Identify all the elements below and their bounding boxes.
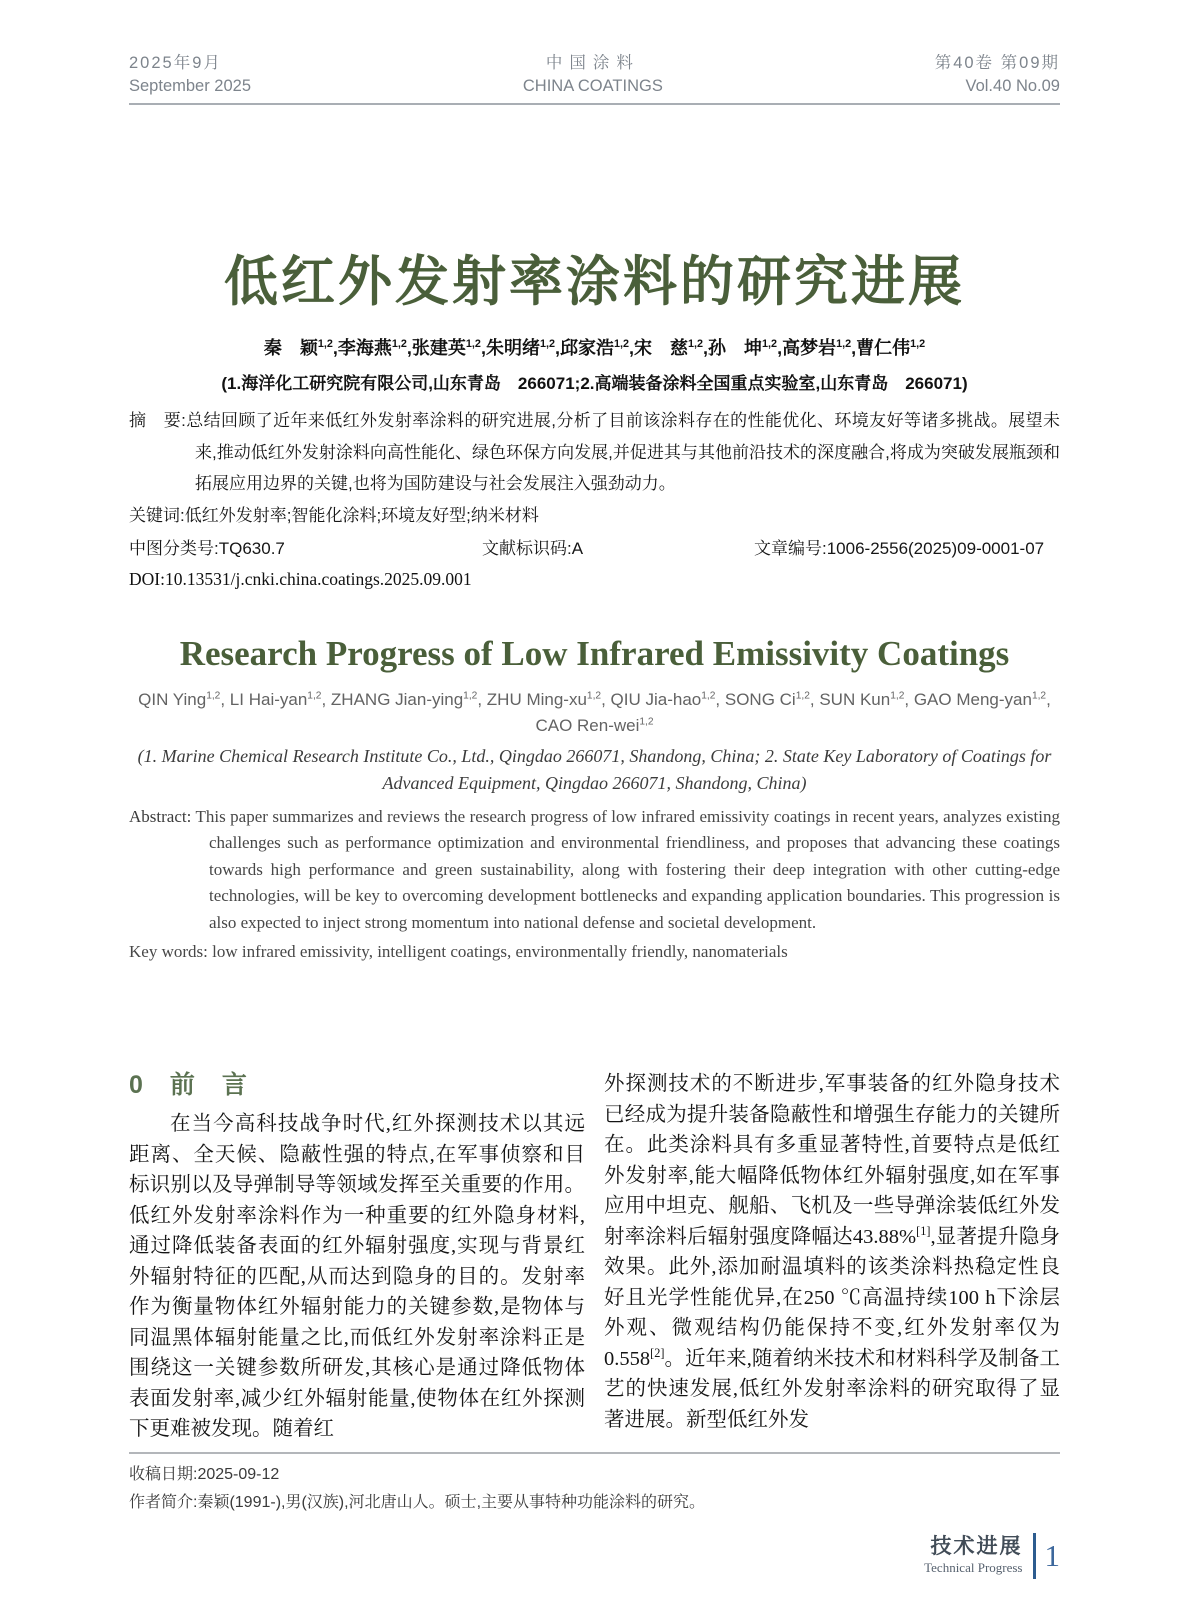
affiliation-zh: (1.海洋化工研究院有限公司,山东青岛 266071;2.高端装备涂料全国重点实验室,山东青岛 266071) <box>221 374 968 394</box>
abstract-label-en: Abstract: <box>129 806 192 826</box>
doi: DOI:10.13531/j.cnki.china.coatings.2025.09.001 <box>129 568 472 589</box>
page-footer <box>129 1533 1060 1579</box>
abstract-text-zh: 总结回顾了近年来低红外发射率涂料的研究进展,分析了目前该涂料存在的性能优化、环境友好等诸多挑战。展望未来,推动低红外发射涂料向高性能化、绿色环保方向发展,并促进其与其他前沿技术的深度融合,将成为突破发展瓶颈和拓展应用边界的关键,也将为国防建设与社会发展注入强劲动力。 <box>185 411 1060 494</box>
footer-column-zh: 技术进展 <box>930 1534 1023 1558</box>
body-paragraph-left: 在当今高科技战争时代,红外探测技术以其远距离、全天候、隐蔽性强的特点,在军事侦察和目标识别以及导弹制导等领域发挥至关重要的作用。低红外发射率涂料作为一种重要的红外隐身材料,通过降低装备表面的红外辐射强度,实现与背景红外辐射特征的匹配,从而达到隐身的目的。发射率作为衡量物体红外辐射能力的关键参数,是物体与同温黑体辐射能量之比,而低红外发射率涂料正是围绕这一关键参数所研发,其核心是通过降低物体表面发射率,减少红外辐射能量,使物体在红外探测下更难被发现。随着红 <box>129 1113 585 1441</box>
keywords-en <box>129 939 1060 965</box>
volume-issue-en: Vol.40 No.09 <box>965 77 1060 95</box>
authors-zh: 秦 颖$^{1,2}$,李海燕$^{1,2}$,张建英$^{1,2}$,朱明绪$^{1,2}$,邱家浩$^{1,2}$,宋 慈$^{1,2}$,孙 坤$^{1,2}$,高梦岩$^{1,2}$,曹仁伟$^{1,2}$ <box>263 338 926 359</box>
keywords-label-en: Key words: <box>129 942 208 962</box>
article-title-en: Research Progress of Low Infrared Emissivity Coatings <box>179 633 1010 673</box>
received-date: 收稿日期:2025-09-12 <box>129 1465 280 1483</box>
article-id: 文章编号:1006-2556(2025)09-0001-07 <box>754 538 1045 558</box>
footnote-divider <box>129 1452 1060 1454</box>
header-issue-date <box>129 52 251 98</box>
footer-column-en: Technical Progress <box>924 1559 1023 1575</box>
abstract-en <box>129 804 1060 937</box>
journal-header <box>129 52 1060 98</box>
body-paragraph-right: 外探测技术的不断进步,军事装备的红外隐身技术已经成为提升装备隐蔽性和增强生存能力的关键所在。此类涂料具有多重显著特性,首要特点是低红外发射率,能大幅降低物体红外辐射强度,如在军事应用中坦克、舰船、飞机及一些导弹涂装低红外发射率涂料后辐射强度降幅达43.88%[1],显著提升隐身效果。此外,添加耐温填料的该类涂料热稳定性良好且光学性能优异,在250 ℃高温持续100 h下涂层外观、微观结构仍能保持不变,红外发射率仅为0.558[2]。近年来,随着纳米技术和材料科学及制备工艺的快速发展,低红外发射率涂料的研究取得了显著进展。新型低红外发 <box>604 1073 1061 1431</box>
abstract-zh <box>129 405 1060 500</box>
keywords-text-zh: 低红外发射率;智能化涂料;环境友好型;纳米材料 <box>184 505 539 525</box>
journal-name-zh: 中国涂料 <box>545 54 640 72</box>
journal-name-en: CHINA COATINGS <box>522 77 663 95</box>
abstract-label-zh: 摘 要: <box>129 411 186 431</box>
keywords-zh <box>129 504 1060 528</box>
header-volume-issue <box>935 52 1060 98</box>
body-columns <box>129 1069 1060 1445</box>
classification-row <box>129 537 1060 561</box>
issue-date-en: September 2025 <box>129 77 252 95</box>
body-column-left <box>129 1069 585 1445</box>
section-heading-intro: 0 前 言 <box>129 1071 248 1100</box>
article-title-zh: 低红外发射率涂料的研究进展 <box>224 252 965 312</box>
document-code: 文献标识码:A <box>482 538 584 558</box>
footnote-block <box>129 1461 1060 1517</box>
header-rule <box>129 103 1060 105</box>
volume-issue-zh: 第40卷 第09期 <box>934 54 1060 72</box>
affiliation-en: (1. Marine Chemical Research Institute Co., Ltd., Qingdao 266071, Shandong, China; 2. State Key Laboratory of Coatings for Advanced Equipment, Qingdao 266071, Shandong, China) <box>137 745 1052 793</box>
footer-divider-bar <box>1033 1533 1036 1579</box>
keywords-label-zh: 关键词: <box>129 505 185 525</box>
authors-en: QIN Ying$^{1,2}$, LI Hai-yan$^{1,2}$, ZHANG Jian-ying$^{1,2}$, ZHU Ming-xu$^{1,2}$, QIU Jia-hao$^{1,2}$, SONG Ci$^{1,2}$, SUN Kun$^{1,2}$, GAO Meng-yan$^{1,2}$, CAO Ren-wei$^{1,2}$ <box>138 689 1051 735</box>
footer-column-name <box>924 1535 1022 1577</box>
abstract-text-en: This paper summarizes and reviews the research progress of low infrared emissivity coatings in recent years, analyzes existing challenges such as performance optimization and environmental friendliness, and proposes that advancing these coatings towards high performance and green sustainability, along with fostering their deep integration with other cutting-edge technologies, will be key to overcoming development bottlenecks and expanding application boundaries. This progression is also expected to inject strong momentum into national defense and societal development. <box>195 806 1060 932</box>
page-number: 1 <box>1044 1537 1060 1573</box>
body-column-right <box>604 1069 1060 1445</box>
keywords-text-en: low infrared emissivity, intelligent coatings, environmentally friendly, nanomaterials <box>212 942 788 962</box>
author-bio: 作者简介:秦颖(1991-),男(汉族),河北唐山人。硕士,主要从事特种功能涂料的研究。 <box>129 1493 706 1511</box>
issue-date-zh: 2025年9月 <box>129 54 222 72</box>
clc-number: 中图分类号:TQ630.7 <box>129 538 285 558</box>
header-journal-name <box>523 52 663 98</box>
